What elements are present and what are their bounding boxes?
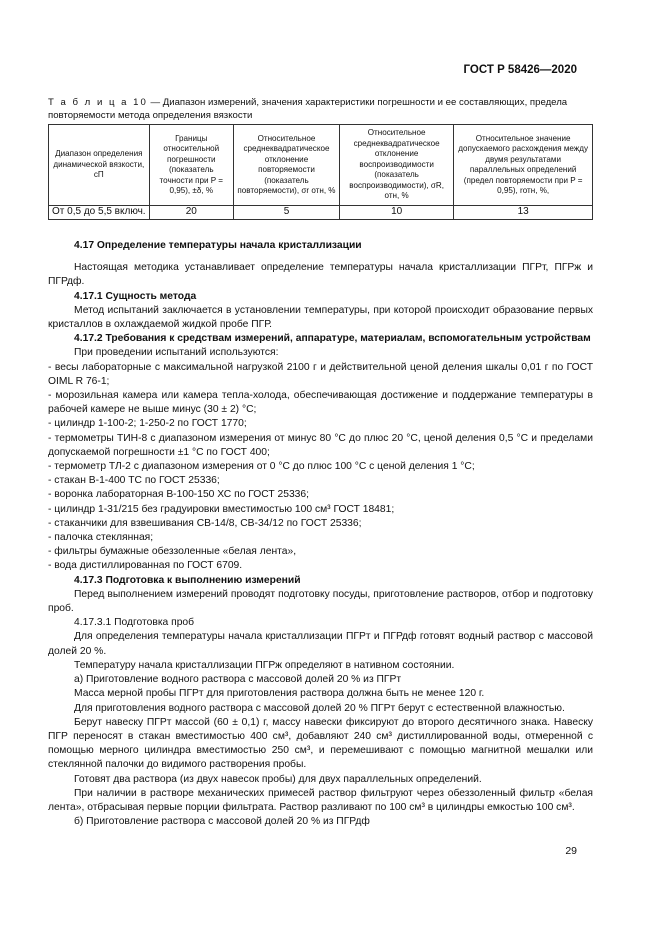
paragraph: При проведении испытаний используются:: [74, 347, 279, 359]
paragraph: а) Приготовление водного раствора с массовой долей 20 % из ПГРт: [74, 674, 402, 686]
measurement-table: [48, 124, 593, 220]
table-header-cell: Границы относительной погрешности (показатель точности при P = 0,95), ±δ, %: [149, 125, 233, 206]
paragraph: Масса мерной пробы ПГРт для приготовления раствора должна быть не менее 120 г.: [74, 688, 485, 700]
table-cell: 13: [454, 206, 593, 220]
table-header-cell: Относительное среднеквадратическое отклонение воспроизводимости (показатель воспроизводимости), σR, отн, %: [340, 125, 454, 206]
table-caption-text: — Диапазон измерений, значения характеристики погрешности и ее составляющих, предела повторяемости метода определения вязкости: [48, 97, 568, 121]
document-body: [48, 237, 593, 829]
document-number: ГОСТ Р 58426—2020: [463, 64, 577, 76]
paragraph: Перед выполнением измерений проводят подготовку посуды, приготовление растворов, отбор и подготовку проб.: [48, 588, 593, 615]
list-item: - цилиндр 1-31/215 без градуировки вместимостью 100 см³ ГОСТ 18481;: [48, 503, 395, 515]
table-cell: От 0,5 до 5,5 включ.: [49, 206, 150, 220]
table-cell: 20: [149, 206, 233, 220]
paragraph: б) Приготовление раствора с массовой долей 20 % из ПГРдф: [74, 816, 370, 828]
list-item: - воронка лабораторная В-100-150 ХС по ГОСТ 25336;: [48, 489, 309, 501]
table-header-cell: Относительное среднеквадратическое отклонение повторяемости (показатель повторяемости), σr отн, %: [233, 125, 339, 206]
table-header-cell: Относительное значение допускаемого расхождения между двумя результатами параллельных определений (предел повторяемости при P = 0,95), rотн, %,: [454, 125, 593, 206]
list-item: - стакан В-1-400 ТС по ГОСТ 25336;: [48, 475, 220, 487]
table-caption: [48, 97, 593, 122]
list-item: - морозильная камера или камера тепла-холода, обеспечивающая достижение и поддержание температуры в рабочей камере не выше минус (30 ± 2) °С;: [48, 390, 593, 416]
paragraph: Для определения температуры начала кристаллизации ПГРт и ПГРдф готовят водный раствор с массовой долей 20 %.: [48, 631, 593, 657]
subsection-heading: 4.17.2 Требования к средствам измерений, аппаратуре, материалам, вспомогательным устройствам: [74, 333, 591, 345]
paragraph: Температуру начала кристаллизации ПГРж определяют в нативном состоянии.: [74, 659, 455, 671]
table-header-cell: Диапазон определения динамической вязкости, сП: [49, 125, 150, 206]
subsection-heading: 4.17.1 Сущность метода: [74, 290, 197, 302]
list-item: - цилиндр 1-100-2; 1-250-2 по ГОСТ 1770;: [48, 418, 247, 430]
paragraph: При наличии в растворе механических примесей раствор фильтруют через обеззоленный фильтр «белая лента», отбрасывая первые порции фильтрата. Раствор разливают по 100 см³ в цилиндры емкостью 100 см³.: [48, 787, 593, 813]
paragraph: Метод испытаний заключается в установлении температуры, при которой происходит образование первых кристаллов в охлаждаемой жидкой пробе ПГР.: [48, 304, 593, 331]
list-item: - стаканчики для взвешивания СВ-14/8, СВ-34/12 по ГОСТ 25336;: [48, 517, 362, 529]
list-item: - палочка стеклянная;: [48, 532, 154, 544]
section-heading: 4.17 Определение температуры начала кристаллизации: [74, 240, 362, 251]
paragraph: Берут навеску ПГРт массой (60 ± 0,1) г, массу навески фиксируют до второго десятичного знака. Навеску ПГР переносят в стакан вместимостью 400 см³, добавляют 240 см³ дистиллированной воды, отмеренной с помощью мерного цилиндра вместимостью 250 см³, и перемешивают с помощью магнитной мешалки или стеклянной палочки до видимого растворения пробы.: [48, 716, 593, 771]
list-item: - весы лабораторные с максимальной нагрузкой 2100 г и действительной ценой деления шкалы 0,01 г по ГОСТ OIML R 76-1;: [48, 361, 593, 387]
paragraph: Готовят два раствора (из двух навесок пробы) для двух параллельных определений.: [74, 773, 482, 785]
subsection-heading: 4.17.3 Подготовка к выполнению измерений: [74, 574, 301, 586]
list-item: - термометры ТИН-8 с диапазоном измерения от минус 80 °С до плюс 20 °С, ценой деления 0,5 °С и пределами допускаемой погрешности ±1 °С по ГОСТ 400;: [48, 432, 593, 458]
paragraph: Для приготовления водного раствора с массовой долей 20 % ПГРт берут с естественной влажностью.: [74, 702, 565, 714]
paragraph: 4.17.3.1 Подготовка проб: [74, 617, 195, 629]
list-item: - термометр ТЛ-2 с диапазоном измерения от 0 °С до плюс 100 °С с ценой деления 1 °С;: [48, 461, 475, 473]
table-header-row: [49, 125, 593, 206]
table-caption-label: Т а б л и ц а 10: [48, 97, 148, 108]
list-item: - фильтры бумажные обеззоленные «белая лента»,: [48, 546, 297, 558]
table-row: [49, 206, 593, 220]
paragraph: Настоящая методика устанавливает определение температуры начала кристаллизации ПГРт, ПГРж и ПГРдф.: [48, 262, 593, 288]
list-item: - вода дистиллированная по ГОСТ 6709.: [48, 560, 243, 572]
table-cell: 5: [233, 206, 339, 220]
table-cell: 10: [340, 206, 454, 220]
page-number: 29: [565, 845, 577, 857]
